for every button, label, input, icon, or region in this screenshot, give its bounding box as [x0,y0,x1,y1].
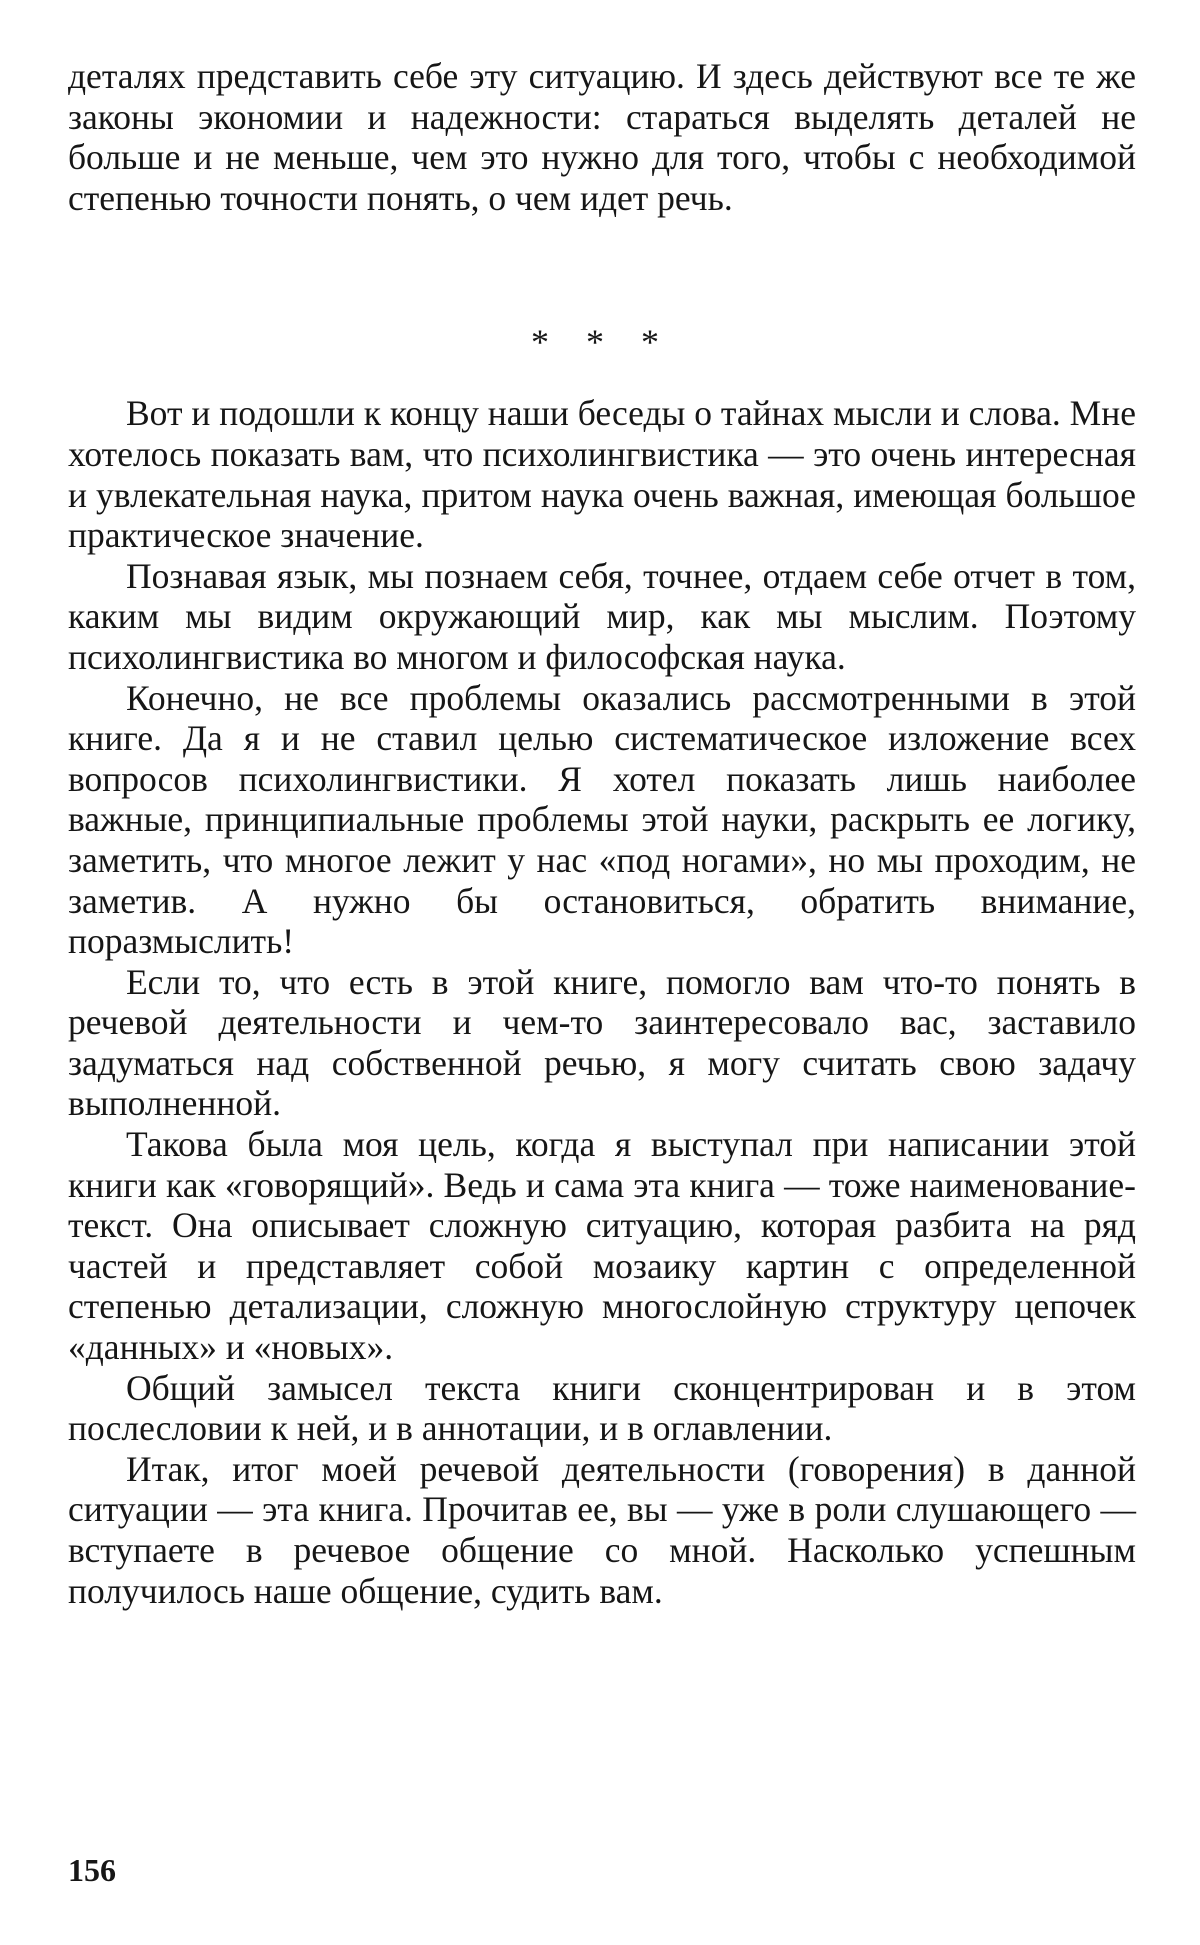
paragraph-4: Если то, что есть в этой книге, помогло вам что-то понять в речевой деятельности и чем-то заинтересовало вас, заставило задуматься над собственной речью, я могу считать свою задачу выполненной. [68,961,1136,1124]
paragraph-5: Такова была моя цель, когда я выступал при написании этой книги как «говорящий». Ведь и сама эта книга — тоже наименование-текст. Она описывает сложную ситуацию, которая разбита на ряд частей и представляет собой мозаику картин с определенной степенью детализации, сложную многослойную структуру цепочек «данных» и «новых». [68,1124,1136,1368]
paragraph-3: Конечно, не все проблемы оказались рассмотренными в этой книге. Да я и не ставил целью систематическое изложение всех вопросов психолингвистики. Я хотел показать лишь наиболее важные, принципиальные проблемы этой науки, раскрыть ее логику, заметить, что многое лежит у нас «под ногами», но мы проходим, не заметив. А нужно бы остановиться, обратить внимание, поразмыслить! [68,677,1136,962]
section-separator: * * * [531,322,673,363]
paragraph-2: Познавая язык, мы познаем себя, точнее, отдаем себе отчет в том, каким мы видим окружающий мир, как мы мыслим. Поэтому психолингвистика во многом и философская наука. [68,555,1136,677]
page-body [68,56,1136,1611]
paragraph-7: Итак, итог моей речевой деятельности (говорения) в данной ситуации — эта книга. Прочитав ее, вы — уже в роли слушающего — вступаете в речевое общение со мной. Насколько успешным получилось наше общение, судить вам. [68,1448,1136,1611]
paragraph-1: Вот и подошли к концу наши беседы о тайнах мысли и слова. Мне хотелось показать вам, что психолингвистика — это очень интересная и увлекательная наука, притом наука очень важная, имеющая большое практическое значение. [68,393,1136,556]
paragraph-6: Общий замысел текста книги сконцентрирован и в этом послесловии к ней, и в аннотации, и в оглавлении. [68,1367,1136,1449]
opening-paragraph: деталях представить себе эту ситуацию. И здесь действуют все те же законы экономии и надежности: стараться выделять деталей не больше и не меньше, чем это нужно для того, чтобы с необходимой степенью точности понять, о чем идет речь. [68,56,1136,218]
page-number: 156 [68,1852,116,1888]
